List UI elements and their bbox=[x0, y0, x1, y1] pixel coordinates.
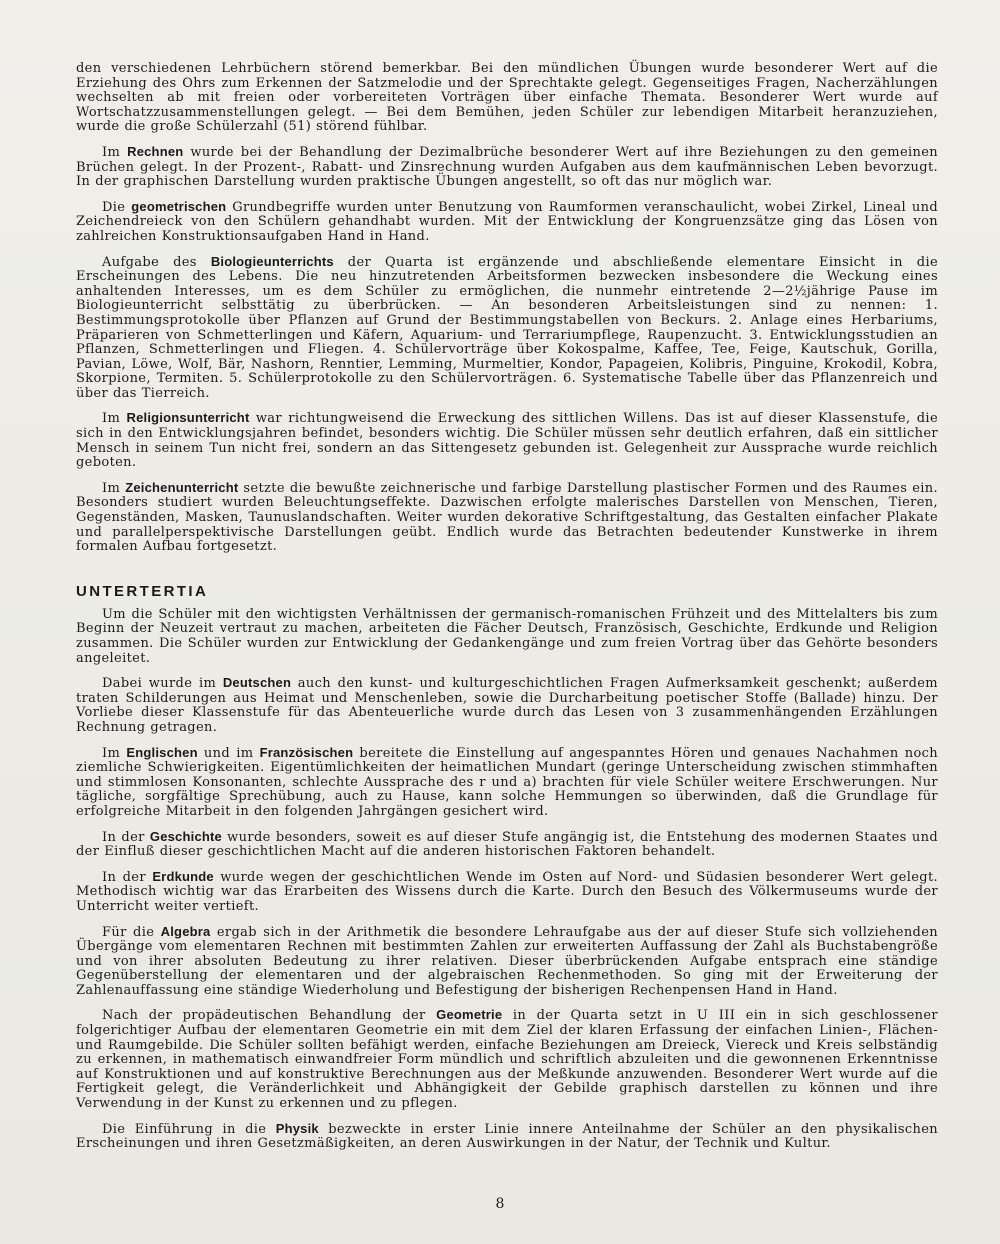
paragraph-physik: Die Einführung in die Physik bezweckte in erster Linie innere Anteilnahme der Schüler an den physikalischen Erscheinungen und ihren Gesetzmäßigkeiten, an deren Auswirkungen in der Natur, der Technik und Kultur. bbox=[76, 1120, 938, 1152]
paragraph-overview: Um die Schüler mit den wichtigsten Verhältnissen der germanisch-romanischen Frühzeit und des Mittelalters bis zum Beginn der Neuzeit vertraut zu machen, arbeiteten die Fächer Deutsch, Französisch, Geschichte, Erdkunde und Religion zusammen. Die Schüler wurden zur Entwicklung der Gedankengänge und zum freien Vortrag über das Gehörte besonders angeleitet. bbox=[76, 606, 938, 666]
subject-term-geometrie: Geometrie bbox=[436, 1007, 503, 1023]
subject-term-zeichnen: Zeichenunterricht bbox=[125, 479, 239, 495]
paragraph-text: den verschiedenen Lehrbüchern störend bemerkbar. Bei den mündlichen Übungen wurde besonderer Wert auf die Erziehung des Ohrs zum Erkennen der Satzmelodie und der Sprechtakte gelegt. Gegenseitiges Fragen, Nacherzählungen wechselten ab mit freien oder vorbereiteten Vorträgen über einfache Themata. Besonderer Wert wurde auf Wortschatzzusammenstellungen gelegt. — Bei dem Bemühen, jeden Schüler zur lebendigen Mitarbeit heranzuziehen, wurde die große Schülerzahl (51) störend fühlbar. bbox=[76, 61, 938, 135]
paragraph-deutsch: Dabei wurde im Deutschen auch den kunst- und kulturgeschichtlichen Fragen Aufmerksamkeit geschenkt; außerdem traten Schilderungen aus Heimat und Menschenleben, sowie die Durcharbeitung poetischer Stoffe (Ballade) hinzu. Der Vorliebe dieser Klassenstufe für das Abenteuerliche wurde durch das Lesen von 3 zusammenhängenden Erzählungen Rechnung getragen. bbox=[76, 675, 938, 735]
paragraph-erdkunde: In der Erdkunde wurde wegen der geschichtlichen Wende im Osten auf Nord- und Südasien besonderer Wert gelegt. Methodisch wichtig war das Erarbeiten des Wissens durch die Karte. Durch den Besuch des Völkermuseums wurde der Unterricht weiter vertieft. bbox=[76, 868, 939, 914]
subject-term-algebra: Algebra bbox=[160, 923, 211, 939]
subject-term-geschichte: Geschichte bbox=[149, 828, 222, 844]
paragraph-rechnen: Im Rechnen wurde bei der Behandlung der Dezimalbrüche besonderer Wert auf ihre Beziehungen zu den gemeinen Brüchen gelegt. In der Prozent-, Rabatt- und Zinsrechnung wurden Aufgaben aus dem kaufmännischen Leben bevorzugt. In der graphischen Darstellung wurden praktische Übungen angestellt, so oft das nur möglich war. bbox=[76, 143, 938, 190]
untertertia-section bbox=[76, 608, 938, 1152]
subject-term-religion: Religionsunterricht bbox=[126, 410, 250, 426]
paragraph-algebra: Für die Algebra ergab sich in der Arithmetik die besondere Lehraufgabe aus der auf dieser Stufe sich vollziehenden Übergänge vom elementaren Rechnen mit bestimmten Zahlen zur erweiterten Auffassung der Zahl als Buchstabengröße und von ihrer absoluten Bedeutung zu ihrer relativen. Dieser überbrückenden Aufgabe entsprach eine ständige Gegenüberstellung der elementaren und der algebraischen Rechenmethoden. So ging mit der Erweiterung der Zahlenauffassung eine ständige Wiederholung und Befestigung der bisherigen Rechenpensen Hand in Hand. bbox=[76, 923, 938, 998]
paragraph-religion: Im Religionsunterricht war richtungweisend die Erweckung des sittlichen Willens. Das ist auf dieser Klassenstufe, die sich in den Entwicklungsjahren befindet, besonders wichtig. Die Schüler müssen sehr deutlich erfahren, daß ein sittlicher Mensch in seinem Tun nicht frei, sondern an das Sittengesetz gebunden ist. Gelegenheit zur Aussprache wurde reichlich geboten. bbox=[76, 410, 938, 471]
subject-term-englisch: Englischen bbox=[126, 744, 198, 760]
subject-term-rechnen: Rechnen bbox=[127, 143, 184, 159]
intro-section bbox=[76, 62, 938, 555]
paragraph-geometrie: Nach der propädeutischen Behandlung der Geometrie in der Quarta setzt in U III ein in sich geschlossener folgerichtiger Aufbau der elementaren Geometrie ein mit dem Ziel der klaren Erfassung der einfachen Linien-, Flächen- und Raumgebilde. Die Schüler sollten befähigt werden, einfache Beziehungen am Dreieck, Viereck und Kreis selbständig zu erkennen, in mathematisch einwandfreier Form mündlich und schriftlich abzuleiten und die gewonnenen Erkenntnisse auf Konstruktionen und auf konstruktive Berechnungen aus der Meßkunde anzuwenden. Besonderer Wert wurde auf die Fertigkeit gelegt, die Veränderlichkeit und Abhängigkeit der Gebilde graphisch darstellen zu können und ihre Verwendung in der Kunst zu erkennen und zu pflegen. bbox=[76, 1007, 938, 1112]
paragraph-zeichnen: Im Zeichenunterricht setzte die bewußte zeichnerische und farbige Darstellung plastischer Formen und des Raumes ein. Besonders studiert wurden Beleuchtungseffekte. Dazwischen erfolgte malerisches Darstellen von Menschen, Tieren, Gegenständen, Masken, Taunuslandschaften. Weiter wurden dekorative Schriftgestaltung, das Gestalten einfacher Plakate und parallelperspektivische Darstellungen geübt. Endlich wurde das Betrachten bedeutender Kunstwerke in ihrem formalen Aufbau fortgesetzt. bbox=[76, 479, 938, 555]
subject-term-biologie: Biologieunterrichts bbox=[210, 253, 334, 269]
page-number: 8 bbox=[495, 1196, 505, 1212]
subject-term-deutsch: Deutschen bbox=[222, 675, 292, 691]
paragraph-geometrie-quarta: Die geometrischen Grundbegriffe wurden unter Benutzung von Raumformen veranschaulicht, wobei Zirkel, Lineal und Zeichendreieck von den Schülern gehandhabt wurden. Mit der Entwicklung der Kongruenzsätze ging das Lösen von zahlreichen Konstruktionsaufgaben Hand in Hand. bbox=[76, 198, 938, 244]
paragraph-biologie: Aufgabe des Biologieunterrichts der Quarta ist ergänzende und abschließende elementare Einsicht in die Erscheinungen des Lebens. Die neu hinzutretenden Arbeitsformen bezwecken insbesondere die Weckung eines anhaltenden Interesses, um es dem Schüler zu ermöglichen, die nunmehr eintretende 2—2½jährige Pause im Biologieunterricht selbsttätig zu überbrücken. — An besonderen Arbeitsleistungen sind zu nennen: 1. Bestimmungsprotokolle über Pflanzen auf Grund der Bestimmungstabellen von Beckurs. 2. Anlage eines Herbariums, Präparieren von Schmetterlingen und Käfern, Aquarium- und Terrariumpflege, Raupenzucht. 3. Entwicklungsstudien an Pflanzen, Schmetterlingen und Fliegen. 4. Schülervorträge über Kokospalme, Kaffee, Tee, Feige, Kautschuk, Gorilla, Pavian, Löwe, Wolf, Bär, Nashorn, Renntier, Lemming, Murmeltier, Kondor, Papageien, Kolibris, Pinguine, Krokodil, Kobra, Skorpione, Termiten. 5. Schülerprotokolle zu den Schülervorträgen. 6. Systematische Tabelle über das Pflanzenreich und über das Tierreich. bbox=[76, 253, 938, 401]
section-heading: UNTERTERTIA bbox=[76, 582, 209, 600]
paragraph-language-exercises bbox=[76, 62, 938, 135]
paragraph-sprachen: Im Englischen und im Französischen bereitete die Einstellung auf angespanntes Hören und genaues Nachahmen noch ziemliche Schwierigkeiten. Eigentümlichkeiten der heimatlichen Mundart (geringe Unterscheidung zwischen stimmhaften und stimmlosen Konsonanten, schlechte Aussprache des r und a) brachten für viele Schüler weitere Erschwerungen. Nur tägliche, sorgfältige Sprechübung, auch zu Hause, kann solche Hemmungen so überwinden, daß die Grundlage für erfolgreiche Mitarbeit in den folgenden Jahrgängen gesichert wird. bbox=[76, 744, 938, 819]
subject-term-erdkunde: Erdkunde bbox=[152, 868, 214, 884]
subject-term-franzoesisch: Französischen bbox=[259, 744, 354, 760]
subject-term-geometrisch: geometrischen bbox=[131, 198, 227, 214]
subject-term-physik: Physik bbox=[275, 1120, 319, 1136]
paragraph-geschichte: In der Geschichte wurde besonders, soweit es auf dieser Stufe angängig ist, die Entstehung des modernen Staates und der Einfluß dieser geschichtlichen Macht auf die anderen historischen Faktoren behandelt. bbox=[76, 828, 938, 860]
